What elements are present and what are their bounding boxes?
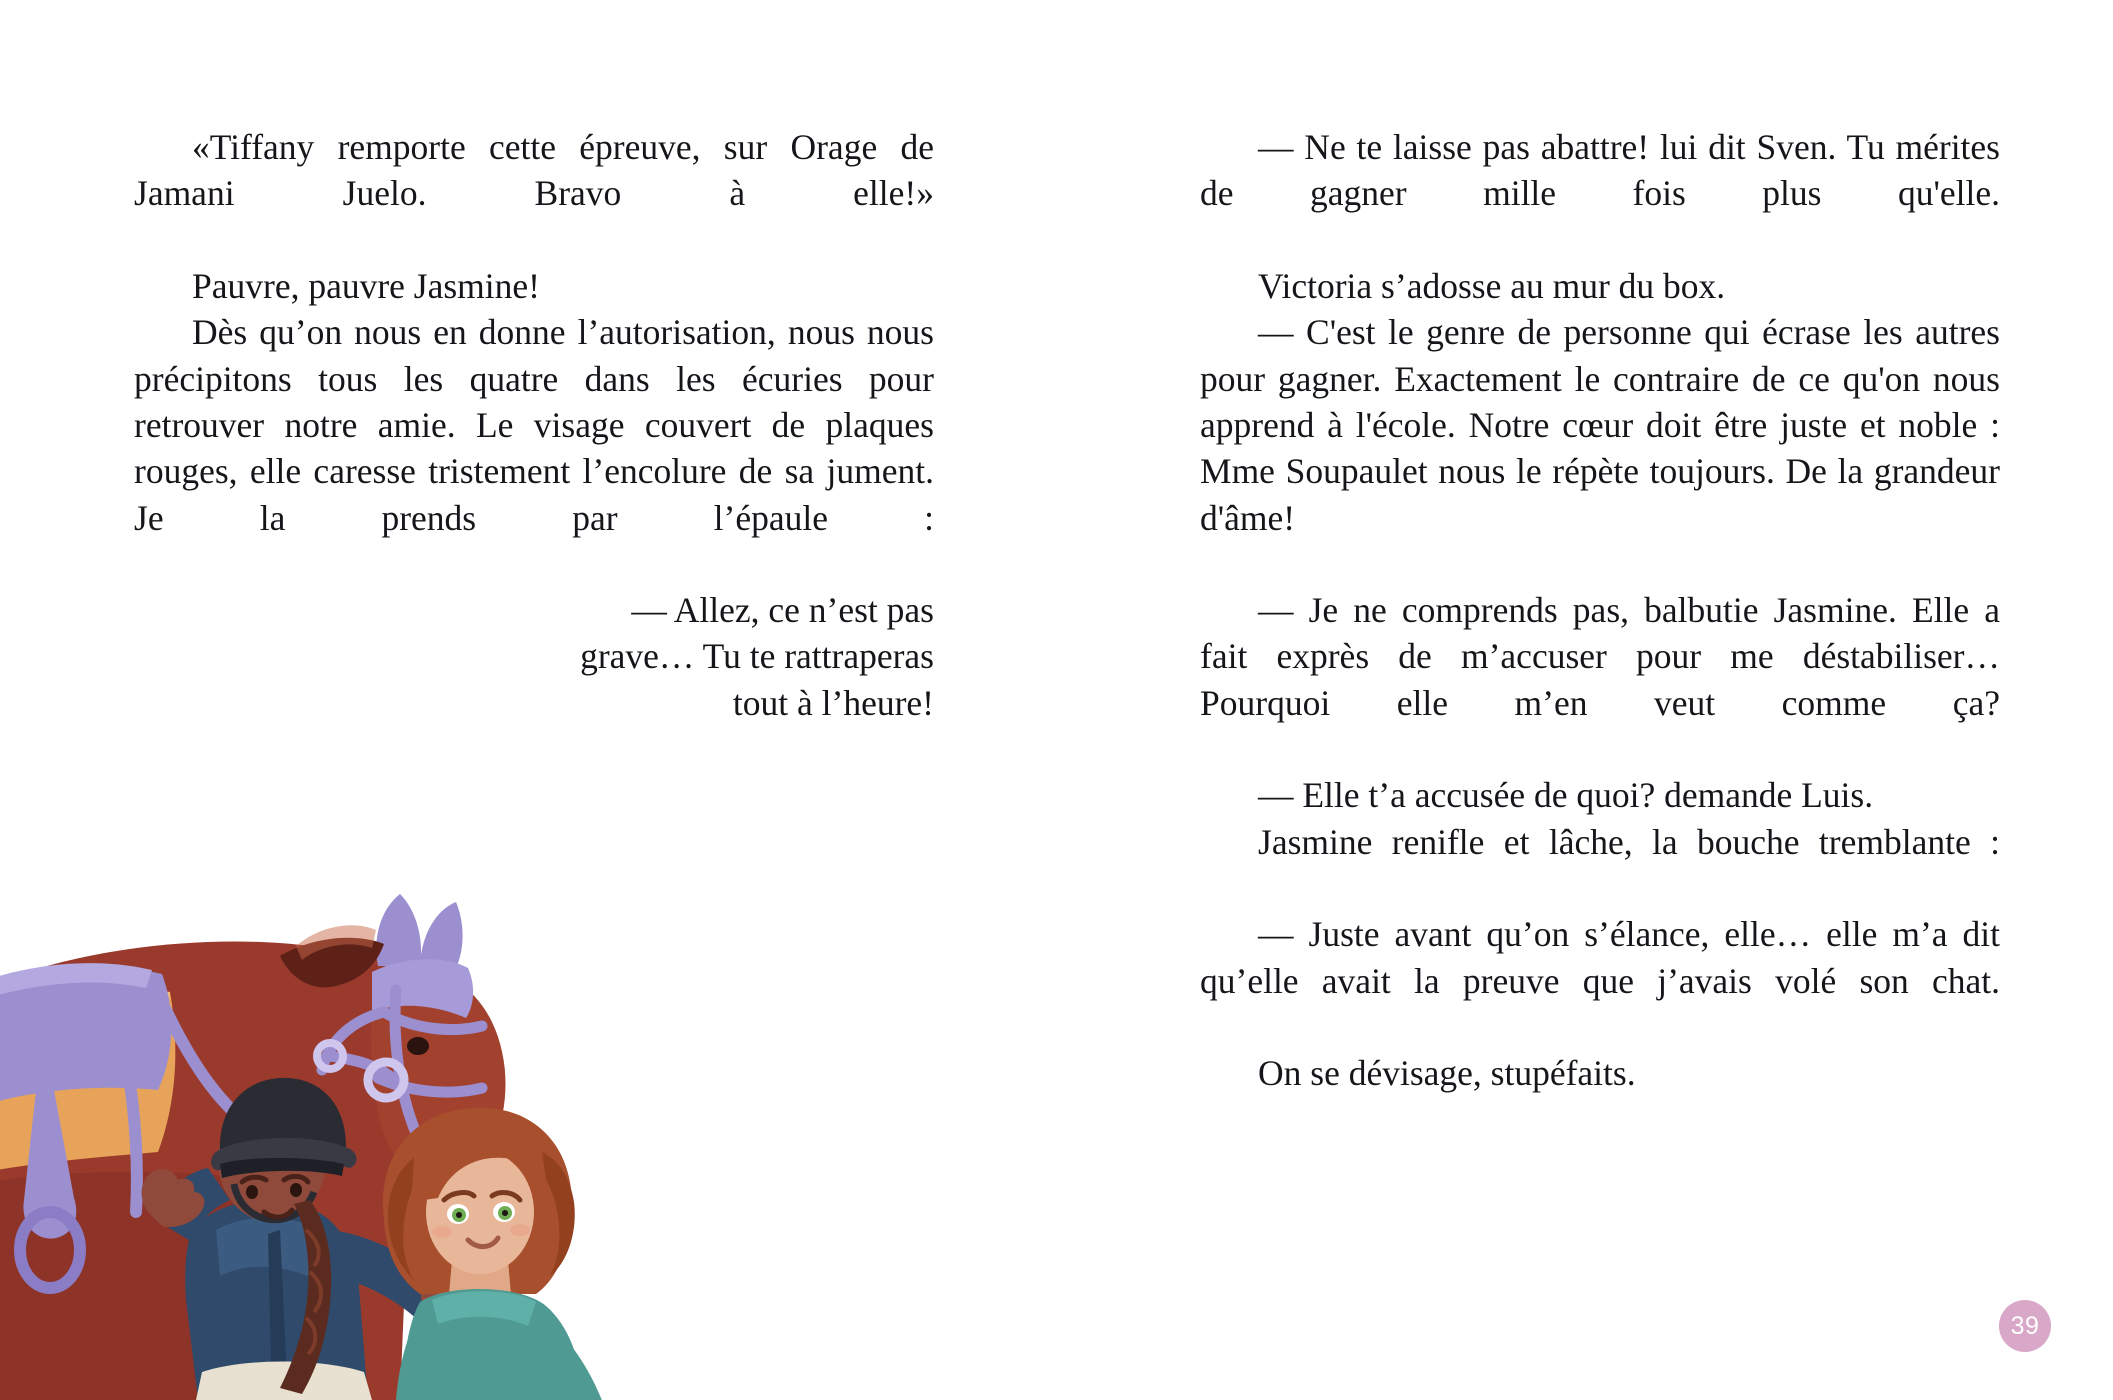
paragraph: — Je ne comprends pas, balbutie Jasmine. Elle a fait exprès de m’accuser pour me déstabiliser… Pourquoi elle m’en veut comme ça? <box>1200 590 2000 723</box>
paragraph: — Juste avant qu’on s’élance, elle… elle m’a dit qu’elle avait la preuve que j’avais volé son chat. <box>1200 914 2000 1001</box>
right-text-column <box>1200 124 2000 1097</box>
paragraph: — Elle t’a accusée de quoi? demande Luis. <box>1258 775 1874 816</box>
paragraph: On se dévisage, stupéfaits. <box>1258 1053 1636 1094</box>
paragraph: «Tiffany remporte cette épreuve, sur Orage de Jamani Juelo. Bravo à elle!» <box>134 127 934 214</box>
paragraph: — Ne te laisse pas abattre! lui dit Sven. Tu mérites de gagner mille fois plus qu'elle. <box>1200 127 2000 214</box>
redhead-girl-figure <box>383 1108 692 1400</box>
rider-girl-figure <box>142 1078 475 1400</box>
paragraph: — C'est le genre de personne qui écrase les autres pour gagner. Exactement le contraire de ce qu'on nous apprend à l'école. Notre cœur doit être juste et noble : Mme Soupaulet nous le répète toujours. De la grandeur d'âme! <box>1200 312 2000 538</box>
page-number-badge: 39 <box>1999 1300 2051 1352</box>
paragraph: — Allez, ce n’est pas grave… Tu te rattraperas tout à l’heure! <box>580 590 934 723</box>
paragraph: Dès qu’on nous en donne l’autorisation, nous nous précipitons tous les quatre dans les écuries pour retrouver notre amie. Le visage couvert de plaques rouges, elle caresse tristement l’encolure de sa jument. Je la prends par l’épaule : <box>134 312 934 538</box>
paragraph: Jasmine renifle et lâche, la bouche tremblante : <box>1258 821 2000 862</box>
paragraph: Pauvre, pauvre Jasmine! <box>192 265 540 306</box>
illustration-text-wrap-spacer <box>134 587 564 1007</box>
paragraph: Victoria s’adosse au mur du box. <box>1258 265 1726 306</box>
left-text-column <box>134 124 934 1054</box>
